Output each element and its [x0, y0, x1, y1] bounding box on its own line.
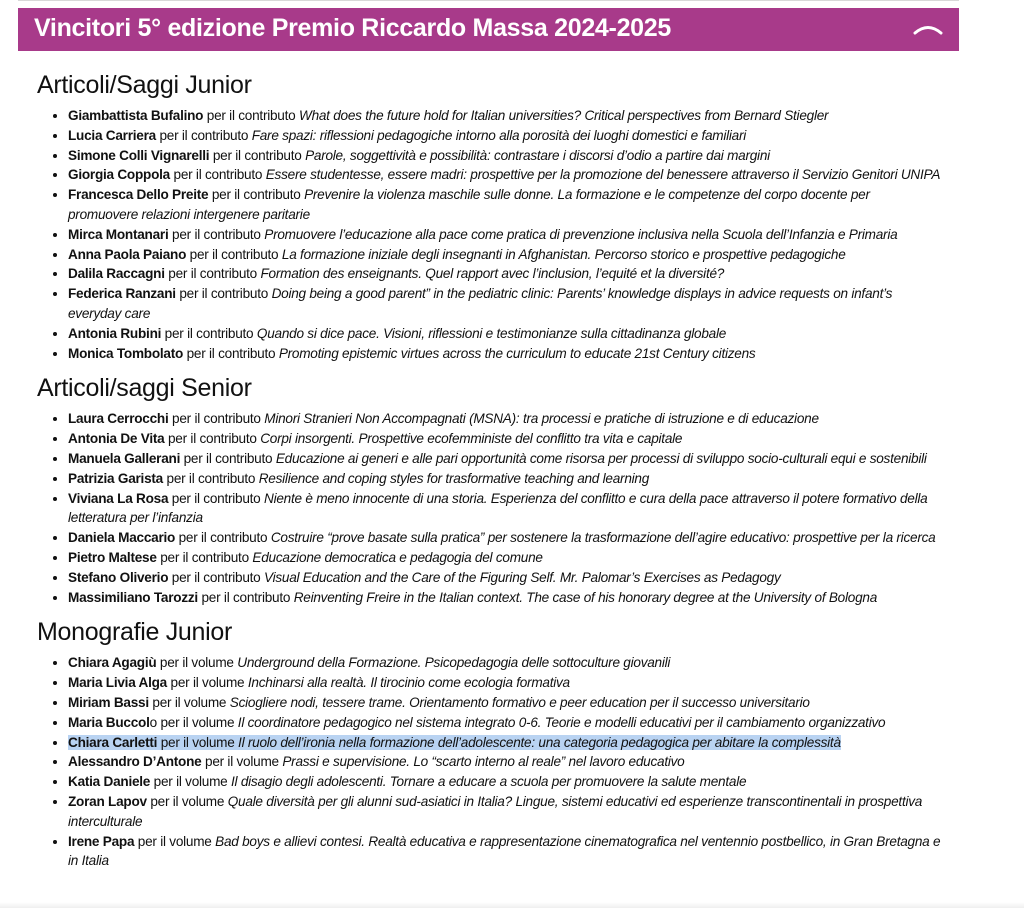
connector-text: per il contributo	[168, 226, 265, 242]
connector-text: per il contributo	[168, 411, 265, 427]
connector-text: per il contributo	[156, 549, 253, 565]
winner-entry	[68, 794, 922, 829]
connector-text: per il contributo	[169, 167, 266, 183]
winner-entry	[68, 128, 746, 143]
connector-text: per il contributo	[161, 325, 257, 341]
winner-name: Giambattista Bufalino	[68, 108, 204, 123]
work-title: Prevenire la violenza maschile sulle donne. La formazione e le competenze del corpo docente per promuovere relazioni intergenere paritarie	[68, 187, 870, 222]
list-item	[68, 752, 942, 772]
list-item	[68, 832, 942, 872]
list-item	[68, 264, 942, 284]
winner-entry	[68, 471, 649, 486]
connector-text: per il contributo	[175, 286, 272, 302]
list-item	[68, 568, 942, 588]
section-heading: Monografie Junior	[37, 618, 233, 647]
winner-name: Irene Papa	[68, 833, 135, 849]
list-item	[68, 693, 942, 713]
winner-entry	[68, 550, 543, 565]
connector-text: per il contributo	[168, 569, 264, 585]
winner-entry	[68, 491, 927, 526]
connector-text: per il contributo	[180, 450, 276, 466]
work-title: Il ruolo dell’ironia nella formazione dell’adolescente: una categoria pedagogica per abitare la complessità	[238, 734, 841, 750]
winner-name: Monica Tombolato	[68, 345, 184, 361]
connector-text: per il volume	[156, 714, 238, 730]
work-title: Sciogliere nodi, tessere trame. Orientamento formativo e peer education per il successo universitario	[229, 694, 810, 710]
winner-name: Antonia Rubini	[68, 325, 162, 341]
connector-text: per il contributo	[164, 266, 261, 282]
connector-text: per il contributo	[186, 246, 282, 262]
work-title: Promuovere l’educazione alla pace come pratica di prevenzione inclusiva nella Scuola dell’Infanzia e Primaria	[264, 226, 898, 242]
winner-entry	[68, 167, 940, 182]
list-item	[68, 185, 942, 225]
connector-text: per il volume	[134, 833, 216, 849]
work-title: Minori Stranieri Non Accompagnati (MSNA): tra processi e pratiche di istruzione e di educazione	[264, 411, 819, 427]
winner-entry	[68, 655, 670, 670]
list-item	[68, 489, 942, 529]
chevron-up-icon[interactable]	[911, 16, 945, 42]
connector-text: per il contributo	[208, 187, 305, 203]
work-title: Educazione ai generi e alle pari opportunità come risorsa per processi di sviluppo socio-culturali equi e sostenibili	[275, 450, 927, 466]
work-title: Fare spazi: riflessioni pedagogiche intorno alla porosità dei luoghi domestici e familiari	[251, 127, 747, 143]
connector-text: per il volume	[156, 655, 238, 671]
winner-entry	[68, 451, 927, 466]
work-title: Underground della Formazione. Psicopedagogia delle sottoculture giovanili	[237, 655, 671, 671]
work-title: Promoting epistemic virtues across the curriculum to educate 21st Century citizens	[278, 345, 756, 361]
list-item	[68, 792, 942, 832]
connector-text: per il volume	[157, 734, 239, 750]
winners-content	[37, 68, 942, 879]
winner-name: Francesca Dello Preite	[68, 187, 209, 203]
winner-entry	[68, 675, 570, 690]
top-divider	[18, 0, 959, 7]
work-title: Formation des enseignants. Quel rapport avec l’inclusion, l’equité et la diversité?	[260, 266, 725, 282]
winner-name: Giorgia Coppola	[68, 167, 170, 183]
winner-entry	[68, 227, 897, 242]
winner-name: Viviana La Rosa	[68, 490, 169, 506]
section-articoli-senior	[37, 371, 942, 607]
connector-text: per il contributo	[203, 108, 299, 123]
work-title: What does the future hold for Italian universities? Critical perspectives from Bernard Stiegler	[298, 108, 829, 123]
winner-name: Katia Daniele	[68, 774, 151, 790]
winner-entry	[68, 326, 726, 341]
winner-name: Chiara Carletti	[68, 734, 158, 750]
winners-list	[37, 653, 942, 871]
winner-entry	[68, 266, 724, 281]
list-item	[68, 429, 942, 449]
winner-name: Patrizia Garista	[68, 470, 163, 486]
work-title: Educazione democratica e pedagogia del comune	[252, 549, 543, 565]
winner-name: Chiara Agagiù	[68, 655, 157, 671]
list-item	[68, 106, 942, 126]
connector-text: per il volume	[201, 754, 283, 770]
winner-name: Stefano Oliverio	[68, 569, 169, 585]
bottom-edge	[0, 902, 1024, 908]
winner-entry	[68, 346, 755, 361]
winner-name: Lucia Carriera	[68, 127, 156, 143]
section-heading: Articoli/saggi Senior	[37, 374, 252, 403]
winner-entry	[68, 695, 810, 710]
connector-text: per il volume	[167, 675, 248, 691]
work-title: Niente è meno innocente di una storia. Esperienza del conflitto e cura della pace attraverso il potere formativo della letteratura per l’infanzia	[68, 490, 928, 526]
list-item	[68, 548, 942, 568]
list-item	[68, 165, 942, 185]
list-item	[68, 673, 942, 693]
list-item	[68, 284, 942, 324]
winner-name: Simone Colli Vignarelli	[68, 147, 210, 163]
winner-entry	[68, 431, 682, 446]
connector-text: per il volume	[148, 694, 230, 710]
accordion-title: Vincitori 5° edizione Premio Riccardo Massa 2024-2025	[34, 14, 671, 42]
list-item	[68, 713, 942, 733]
winner-entry	[68, 286, 892, 321]
list-item	[68, 344, 942, 364]
section-monografie-junior	[37, 615, 942, 871]
connector-text: per il contributo	[155, 127, 252, 143]
winner-entry	[68, 108, 828, 123]
winner-name: Daniela Maccario	[68, 530, 176, 546]
connector-text: per il contributo	[183, 345, 279, 361]
winner-name: Dalila Raccagni	[68, 266, 165, 282]
winner-name: Anna Paola Paiano	[68, 246, 187, 262]
work-title: Corpi insorgenti. Prospettive ecofemministe del conflitto tra vita e capitale	[260, 431, 683, 447]
connector-text: per il contributo	[168, 490, 265, 506]
work-title: Doing being a good parent” in the pediatric clinic: Parents’ knowledge displays in advice requests on infant’s everyday care	[68, 286, 893, 321]
winner-entry	[68, 530, 935, 545]
winner-entry	[68, 834, 940, 869]
winner-entry	[68, 715, 885, 730]
work-title: La formazione iniziale degli insegnanti in Afghanistan. Percorso storico e prospettive pedagogiche	[281, 246, 846, 262]
winner-name: Alessandro D’Antone	[68, 754, 202, 770]
work-title: Quando si dice pace. Visioni, riflessioni e testimonianze sulla cittadinanza globale	[256, 325, 727, 341]
work-title: Quale diversità per gli alunni sud-asiatici in Italia? Lingue, sistemi educativi ed esperienze transcontinentali in prospettiva interculturale	[68, 793, 923, 829]
winner-entry	[68, 411, 819, 426]
list-item	[68, 409, 942, 429]
work-title: Visual Education and the Care of the Figuring Self. Mr. Palomar’s Exercises as Pedagogy	[264, 569, 781, 585]
work-title: Reinventing Freire in the Italian context. The case of his honorary degree at the University of Bologna	[293, 589, 878, 605]
list-item	[68, 469, 942, 489]
work-title: Prassi e supervisione. Lo “scarto interno al reale” nel lavoro educativo	[282, 754, 685, 770]
winner-name: Zoran Lapov	[68, 793, 147, 809]
work-title: Il disagio degli adolescenti. Tornare a educare a scuola per promuovere la salute mentale	[231, 774, 747, 790]
winner-name-suffix: o	[149, 714, 157, 730]
connector-text: per il contributo	[209, 147, 306, 163]
winner-entry	[68, 590, 877, 605]
work-title: Essere studentesse, essere madri: prospettive per la promozione del benessere attraverso il Servizio Genitori UNIPA	[265, 167, 941, 183]
list-item	[68, 772, 942, 792]
work-title: Costruire “prove basate sulla pratica” per sostenere la trasformazione dell’agire educativo: prospettive per la ricerca	[270, 530, 936, 546]
work-title: Il coordinatore pedagogico nel sistema integrato 0-6. Teorie e modelli educativi per il cambiamento organizzativo	[237, 714, 886, 730]
section-heading: Articoli/Saggi Junior	[37, 71, 252, 99]
connector-text: per il contributo	[162, 470, 259, 486]
winner-entry	[68, 774, 746, 789]
connector-text: per il contributo	[197, 589, 294, 605]
winner-entry	[68, 187, 870, 222]
winner-name: Federica Ranzani	[68, 286, 176, 302]
winner-name: Maria Livia Alga	[68, 675, 167, 691]
list-item	[68, 653, 942, 673]
winner-entry	[68, 754, 684, 769]
winner-entry	[68, 247, 846, 262]
list-item	[68, 225, 942, 245]
connector-text: per il contributo	[175, 530, 271, 546]
list-item	[68, 126, 942, 146]
list-item	[68, 245, 942, 265]
work-title: Parole, soggettività e possibilità: contrastare i discorsi d’odio a partire dai margini	[305, 147, 770, 163]
work-title: Inchinarsi alla realtà. Il tirocinio come ecologia formativa	[247, 675, 570, 691]
list-item	[68, 528, 942, 548]
list-item	[68, 588, 942, 608]
section-articoli-junior	[37, 68, 942, 363]
winners-list	[37, 409, 942, 607]
winner-entry	[68, 148, 770, 163]
work-title: Bad boys e allievi contesi. Realtà educativa e rappresentazione cinematografica nel ventennio postbellico, in Gran Bretagna e in Italia	[68, 833, 941, 869]
connector-text: per il volume	[150, 774, 231, 790]
winner-name: Pietro Maltese	[68, 549, 157, 565]
list-item	[68, 733, 942, 753]
winner-name: Manuela Gallerani	[68, 450, 181, 466]
list-item	[68, 146, 942, 166]
connector-text: per il contributo	[164, 431, 261, 447]
winner-name: Miriam Bassi	[68, 694, 149, 710]
winner-name: Laura Cerrocchi	[68, 411, 169, 427]
list-item	[68, 449, 942, 469]
winner-entry	[68, 735, 841, 750]
winners-list	[37, 106, 942, 363]
connector-text: per il volume	[146, 793, 228, 809]
winner-entry	[68, 570, 781, 585]
winner-name: Maria Buccol	[68, 714, 150, 730]
list-item	[68, 324, 942, 344]
winner-name: Massimiliano Tarozzi	[68, 589, 198, 605]
accordion-header[interactable]	[18, 8, 959, 51]
work-title: Resilience and coping styles for trasformative teaching and learning	[258, 470, 650, 486]
winner-name: Antonia De Vita	[68, 431, 165, 447]
winner-name: Mirca Montanari	[68, 226, 169, 242]
